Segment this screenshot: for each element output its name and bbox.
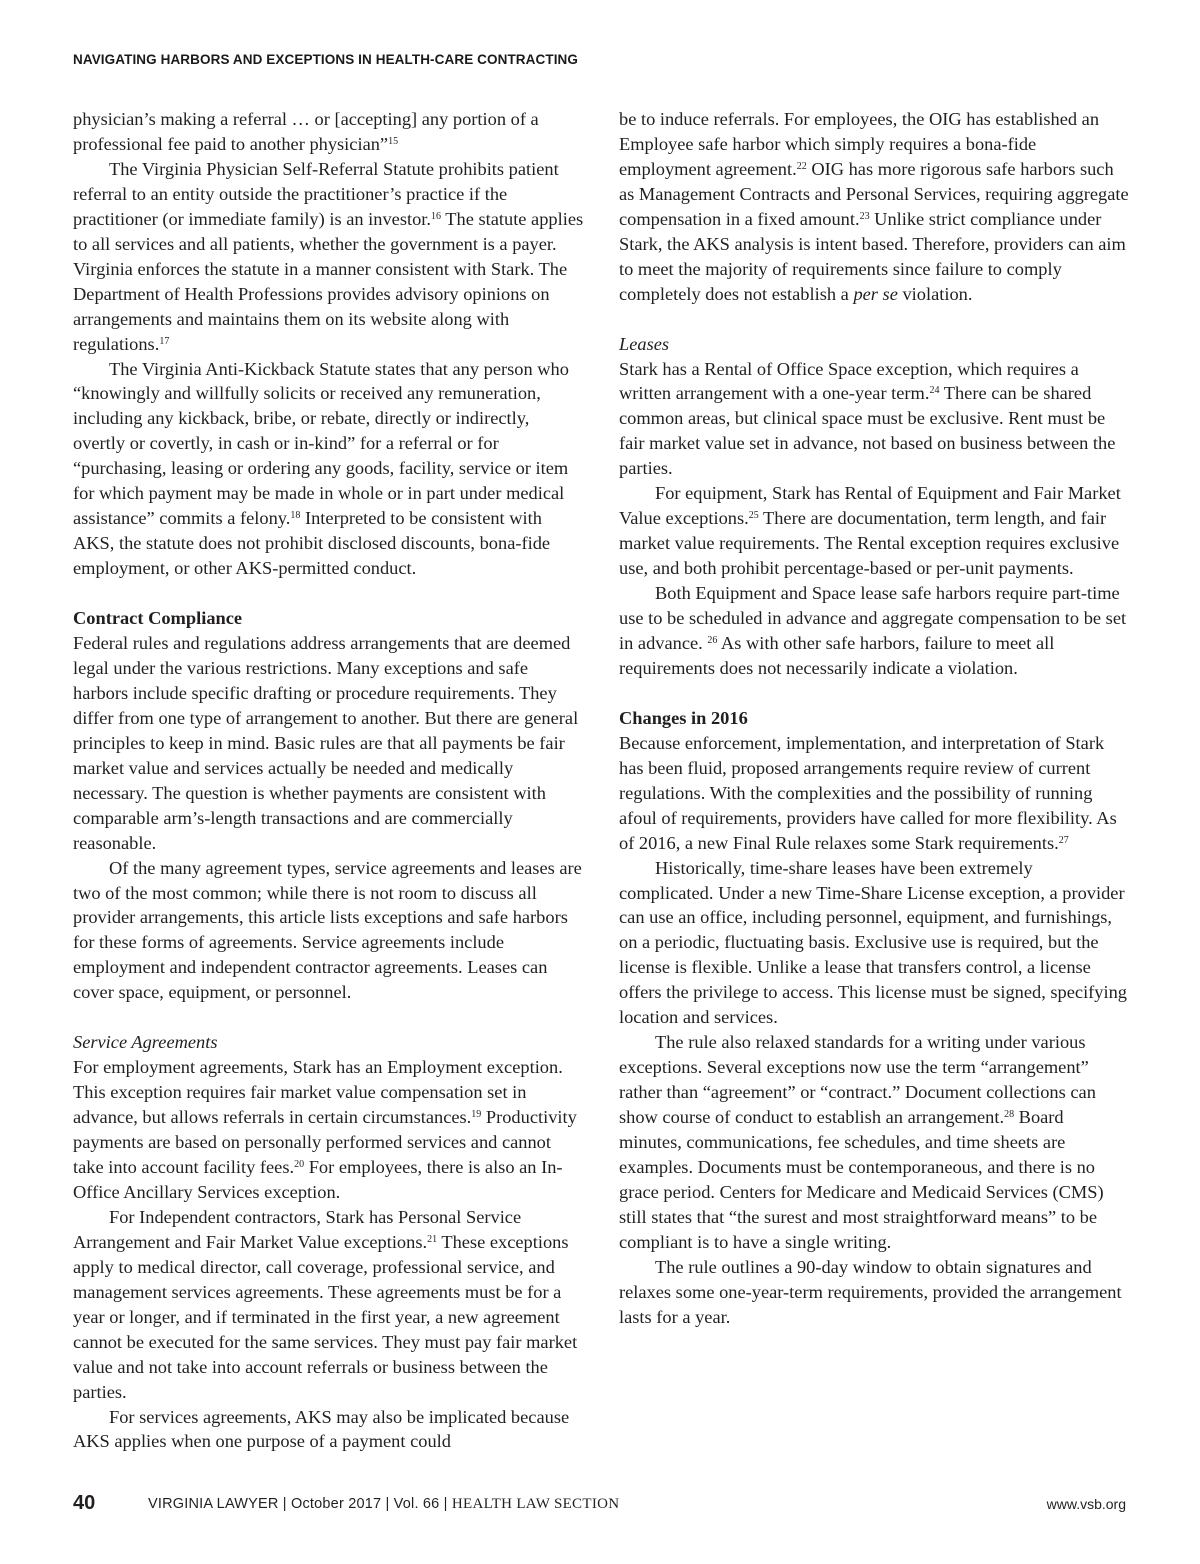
publication-info: VIRGINIA LAWYER | October 2017 | Vol. 66 | HEALTH LAW SECTION <box>148 1496 620 1512</box>
website-link[interactable]: www.vsb.org <box>1046 1496 1126 1512</box>
section-name: HEALTH LAW SECTION <box>451 1496 620 1512</box>
paragraph: For equipment, Stark has Rental of Equipment and Fair Market Value exceptions.$^{25}$ There are documentation, term length, and fair market value requirements. The Rental exception requires exclusive use, and both prohibit percentage-based or per-unit payments. <box>619 483 1121 579</box>
paragraph: For services agreements, AKS may also be implicated because AKS applies when one purpose of a payment could <box>73 1406 570 1452</box>
paragraph: Because enforcement, implementation, and interpretation of Stark has been fluid, proposed arrangements require review of current regulations. With the complexities and the possibility of running afoul of requirements, providers have called for more flexibility. As of 2016, a new Final Rule relaxes some Stark requirements.$^{27}$ <box>619 732 1117 853</box>
footnote-ref: 27 <box>1058 834 1069 846</box>
paragraph: Of the many agreement types, service agreements and leases are two of the most common; while there is not room to discuss all provider arrangements, this article lists exceptions and safe harbors for these forms of agreements. Service agreements include employment and independent contractor agreements. Leases can cover space, equipment, or personnel. <box>73 857 582 1003</box>
footnote-ref: 15 <box>388 135 399 147</box>
footnote-ref: 16 <box>431 210 441 222</box>
paragraph: The Virginia Physician Self-Referral Statute prohibits patient referral to an entity outside the practitioner’s practice if the practitioner (or immediate family) is an investor.$^{16}$ The statute applies to all services and all patients, whether the government is a payer. Virginia enforces the statute in a manner consistent with Stark. The Department of Health Professions provides advisory opinions on arrangements and maintains them on its website along with regulations.$^{17}$ <box>73 158 584 354</box>
paragraph: For employment agreements, Stark has an Employment exception. This exception requires fair market value compensation set in advance, but allows referrals in certain circumstances.$^{19}$ Productivity payments are based on personally performed services and cannot take into account facility fees.$^{20}$ For employees, there is also an In-Office Ancillary Services exception. <box>73 1057 577 1202</box>
paragraph: The rule also relaxed standards for a writing under various exceptions. Several exceptions now use the term “arrangement” rather than “agreement” or “contract.” Document collections can show course of conduct to establish an arrangement.$^{28}$ Board minutes, communications, fee schedules, and time sheets are examples. Documents must be contemporaneous, and there is no grace period. Centers for Medicare and Medicaid Services (CMS) still states that “the surest and most straightforward means” to be compliant is to have a single writing. <box>619 1032 1104 1252</box>
paragraph: be to induce referrals. For employees, the OIG has established an Employee safe harbor which simply requires a bona-fide employment agreement.$^{22}$ OIG has more rigorous safe harbors such as Management Contracts and Personal Services, requiring aggregate compensation in a fixed amount.$^{23}$ Unlike strict compliance under Stark, the AKS analysis is intent based. Therefore, providers can aim to meet the majority of requirements since failure to comply completely does not establish a per se violation. <box>619 109 1129 304</box>
footnote-ref: 26 <box>707 635 718 646</box>
paragraph: The Virginia Anti-Kickback Statute states that any person who “knowingly and willfully solicits or received any remuneration, including any kickback, bribe, or rebate, directly or indirectly, overtly or covertly, in cash or in-kind” for a referral or for “purchasing, leasing or ordering any goods, facility, service or item for which payment may be made in whole or in part under medical assistance” commits a felony.$^{18}$ Interpreted to be consistent with AKS, the statute does not prohibit disclosed discounts, bona-fide employment, or other AKS-permitted conduct. <box>73 358 569 579</box>
footnote-ref: 21 <box>427 1233 438 1245</box>
footnote-ref: 19 <box>471 1109 482 1121</box>
footnote-ref: 28 <box>1004 1109 1015 1121</box>
page-number: 40 <box>73 1492 96 1514</box>
paragraph: Historically, time-share leases have been extremely complicated. Under a new Time-Share License exception, a provider can use an office, including personnel, equipment, and furnishings, on a periodic, fluctuating basis. Exclusive use is required, but the license is flexible. Unlike a lease that transfers control, a license offers the privilege to access. This license must be signed, specifying location and services. <box>619 857 1127 1028</box>
subsection-heading: Service Agreements <box>73 1032 218 1053</box>
footnote-ref: 25 <box>748 510 759 522</box>
footnote-ref: 20 <box>294 1159 305 1170</box>
footnote-ref: 18 <box>290 510 301 522</box>
paragraph: Stark has a Rental of Office Space exception, which requires a written arrangement with a one-year term.$^{24}$ There can be shared common areas, but clinical space must be exclusive. Rent must be fair market value set in advance, not based on business between the parties. <box>619 358 1116 479</box>
paragraph: physician’s making a referral … or [accepting] any portion of a professional fee paid to another physician”$^{15}$ <box>73 109 539 154</box>
footnote-ref: 22 <box>796 160 807 172</box>
paragraph: The rule outlines a 90-day window to obtain signatures and relaxes some one-year-term requirements, provided the arrangement lasts for a year. <box>619 1256 1122 1327</box>
paragraph: For Independent contractors, Stark has Personal Service Arrangement and Fair Market Value exceptions.$^{21}$ These exceptions apply to medical director, call coverage, professional service, and management services agreements. These agreements must be for a year or longer, and if terminated in the first year, a new agreement cannot be executed for the same services. They must pay fair market value and not take into account referrals or business between the parties. <box>73 1206 578 1402</box>
left-column <box>73 107 585 1454</box>
running-header: NAVIGATING HARBORS AND EXCEPTIONS IN HEALTH-CARE CONTRACTING <box>73 52 578 67</box>
paragraph: Both Equipment and Space lease safe harbors require part-time use to be scheduled in advance and aggregate compensation to be set in advance. $^{26}$ As with other safe harbors, failure to meet all requirements does not necessarily indicate a violation. <box>619 583 1127 678</box>
section-heading: Changes in 2016 <box>619 707 748 728</box>
footnote-ref: 17 <box>159 335 170 347</box>
footnote-ref: 24 <box>929 385 940 397</box>
footnote-ref: 23 <box>859 210 870 222</box>
right-column <box>619 107 1131 1330</box>
paragraph: Federal rules and regulations address arrangements that are deemed legal under the various restrictions. Many exceptions and safe harbors include specific drafting or procedure requirements. They differ from one type of arrangement to another. But there are general principles to keep in mind. Basic rules are that all payments be fair market value and services actually be needed and medically necessary. The question is whether payments are consistent with comparable arm’s-length transactions and are commercially reasonable. <box>73 633 579 853</box>
subsection-heading: Leases <box>619 333 670 354</box>
section-heading: Contract Compliance <box>73 608 243 629</box>
